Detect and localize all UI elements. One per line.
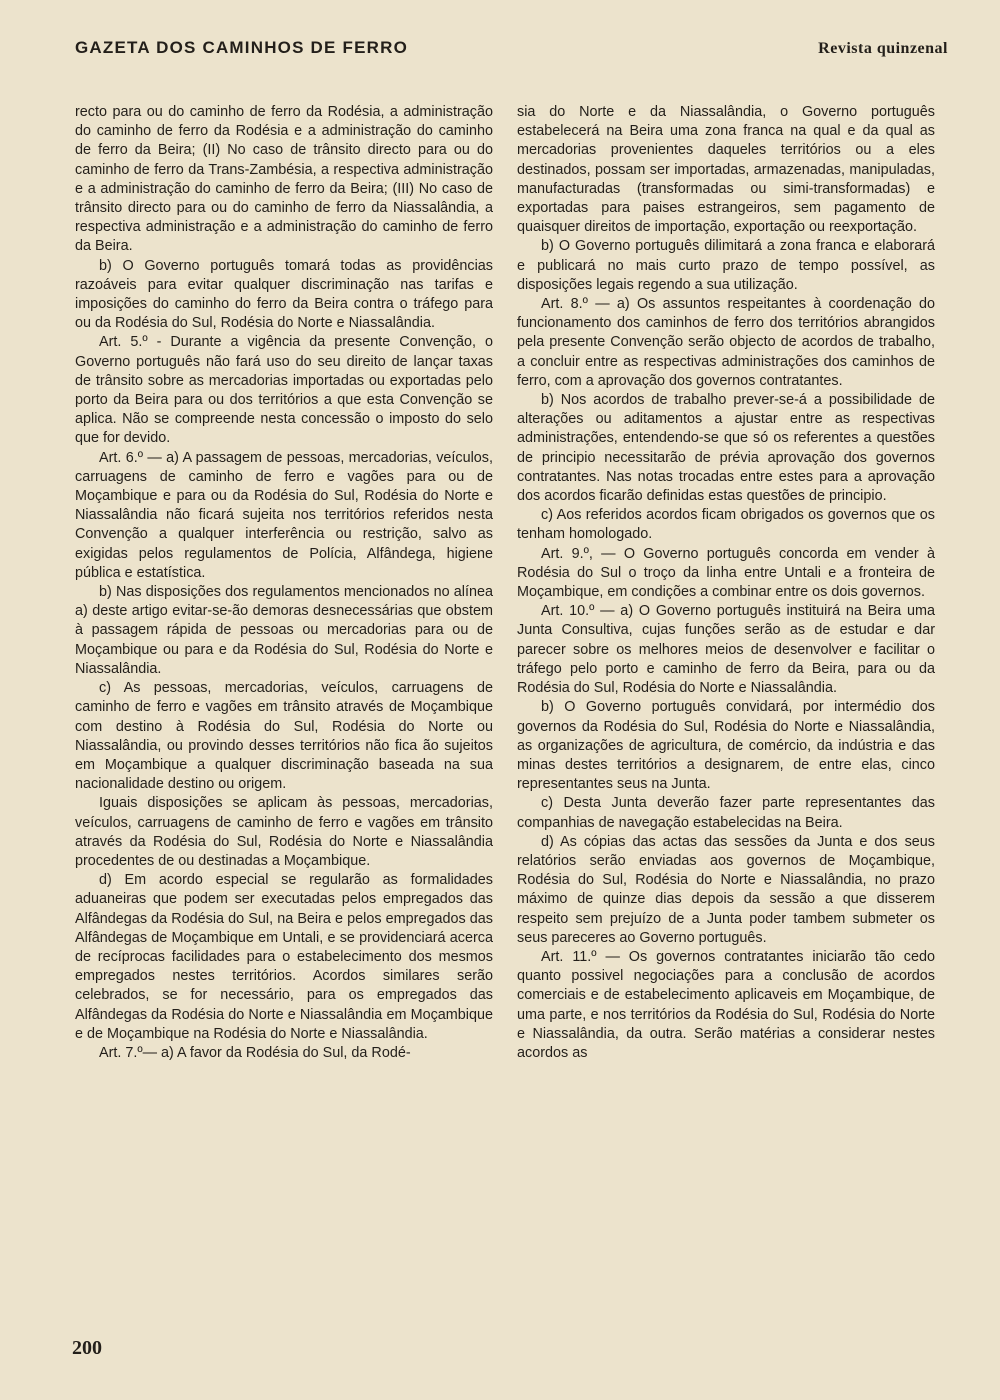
paragraph: b) O Governo português convidará, por intermédio dos governos da Rodésia do Sul, Rodésia do Norte e Niassalândia, as organizações de agricultura, de comércio, da indústria e das minas destes territórios a designarem, de entre elas, cinco representantes seus na Junta. xyxy=(517,699,935,793)
running-subtitle: Revista quinzenal xyxy=(818,40,948,57)
paragraph: Art. 5.º - Durante a vigência da presente Convenção, o Governo português não fará uso do seu direito de lançar taxas de trânsito sobre as mercadorias importadas ou exportadas pelo porto da Beira para ou dos territórios a que esta Convenção se aplica. Não se compreende nesta concessão o imposto do selo que for devido. xyxy=(75,334,493,447)
paragraph: Art. 9.º, — O Governo português concorda em vender à Rodésia do Sul o troço da linha entre Untali e a fronteira de Moçambique, em condições a combinar entre os dois governos. xyxy=(517,545,935,601)
paragraph: Art. 8.º — a) Os assuntos respeitantes à coordenação do funcionamento dos caminhos de ferro dos territórios abrangidos pela presente Convenção serão objecto de acordos de trabalho, a concluir entre as respectivas administrações dos caminhos de ferro, com a aprovação dos governos contratantes. xyxy=(517,296,935,389)
paragraph: Art. 6.º — a) A passagem de pessoas, mercadorias, veículos, carruagens de caminho de ferro e vagões para ou de Moçambique e para ou da Rodésia do Sul, Rodésia do Norte e Niassalândia não ficará sujeita nos territórios referidos nesta Convenção a qualquer interferência ou restrição, salvo as exigidas pelos regulamentos de Polícia, Alfândega, higiene pública e estatística. xyxy=(75,449,493,581)
paragraph: c) Desta Junta deverão fazer parte representantes das companhias de navegação estabelecidas na Beira. xyxy=(517,795,935,831)
left-column xyxy=(75,103,493,1063)
paragraph: Iguais disposições se aplicam às pessoas, mercadorias, veículos, carruagens de caminho de ferro e vagões em trânsito através da Rodésia do Sul, Rodésia do Norte e Niassalândia procedentes de ou destinadas a Moçambique. xyxy=(75,795,493,869)
running-title: GAZETA DOS CAMINHOS DE FERRO xyxy=(75,38,408,57)
paragraph: b) O Governo português tomará todas as providências razoáveis para evitar qualquer discriminação nas tarifas e imposições do caminho do ferro da Beira contra o tráfego para ou da Rodésia do Sul, Rodésia do Norte e Niassalândia. xyxy=(75,257,493,332)
paragraph: b) O Governo português dilimitará a zona franca e elaborará e publicará no mais curto prazo de tempo possível, as disposições legais regendo a sua utilização. xyxy=(517,238,935,293)
paragraph: b) Nos acordos de trabalho prever-se-á a possibilidade de alterações ou aditamentos a ajustar entre as respectivas administrações, entendendo-se que só os referentes a questões de principio necessitarão de prévia aprovação dos governos contratantes. Nas notas trocadas entre estes para a aprovação dos acordos ficarão definidas estas questões de principio. xyxy=(517,392,935,505)
paragraph: Art. 7.º— a) A favor da Rodésia do Sul, da Rodé- xyxy=(99,1044,411,1061)
paragraph: b) Nas disposições dos regulamentos mencionados no alínea a) deste artigo evitar-se-ão demoras desnecessárias que obstem à passagem rápida de pessoas ou mercadorias para ou de Moçambique ou para e da Rodésia do Sul, Rodésia do Norte e Niassalândia. xyxy=(75,584,493,677)
page-number: 200 xyxy=(72,1337,102,1359)
paragraph: sia do Norte e da Niassalândia, o Governo português estabelecerá na Beira uma zona franca na qual e da qual as mercadorias provenientes daqueles territórios ou a eles destinados, possam ser importadas, armazenadas, manipuladas, manufacturadas (transformadas ou simi-transformadas) e exportadas para paises estrangeiros, sem pagamento de quaisquer direitos de importação, exportação ou reexportação. xyxy=(517,104,935,236)
paragraph: c) As pessoas, mercadorias, veículos, carruagens de caminho de ferro e vagões em trânsito através de Moçambique com destino à Rodésia do Sul, Rodésia do Norte ou Niassalândia, ou provindo desses territórios não fica ão sujeitos em Moçambique a qualquer discriminação baseada na sua nacionalidade destino ou origem. xyxy=(75,680,493,793)
paragraph: Art. 11.º — Os governos contratantes iniciarão tão cedo quanto possivel negociações para a conclusão de acordos comerciais e de estabelecimento aplicaveis em Moçambique, de uma parte, e nos territórios da Rodésia do Sul, Rodésia do Norte e Niassalândia, da outra. Serão matérias a considerar nestes acordos as xyxy=(517,948,935,1061)
paragraph: Art. 10.º — a) O Governo português instituirá na Beira uma Junta Consultiva, cujas funções serão as de estudar e dar parecer sobre os melhores meios de desenvolver e facilitar o tráfego pelo porto e caminho de ferro da Beira, para ou da Rodésia do Sul, Rodésia do Norte e Niassalândia. xyxy=(517,603,935,697)
paragraph: c) Aos referidos acordos ficam obrigados os governos que os tenham homologado. xyxy=(517,507,935,543)
paragraph: d) Em acordo especial se regularão as formalidades aduaneiras que podem ser executadas pelos empregados das Alfândegas da Rodésia do Sul, na Beira e pelos empregados das Alfândegas de Moçambique em Untali, e se providenciará acerca de recíprocas facilidades para o estabelecimento dos mesmos empregados nestes territórios. Acordos similares serão celebrados, se for necessário, para os empregados das Alfândegas da Rodésia do Norte e Niassalândia em Moçambique e de Moçambique na Rodésia do Norte e Niassalândia. xyxy=(75,872,493,1042)
right-column xyxy=(517,103,935,1063)
paragraph: recto para ou do caminho de ferro da Rodésia, a administração do caminho de ferro da Rodésia e a administração do caminho de ferro da Beira; (II) No caso de trânsito directo para ou do caminho de ferro da Trans-Zambésia, a respectiva administração e a administração do caminho de ferro da Beira; (III) No caso de trânsito directo para ou do caminho de ferro da Niassalândia, a respectiva administração e a administração do caminho de ferro da Beira. xyxy=(75,104,493,255)
paragraph: d) As cópias das actas das sessões da Junta e dos seus relatórios serão enviadas aos governos de Moçambique, Rodésia do Sul, Rodésia do Norte e Niassalândia, no prazo máximo de quinze dias depois da sessão a que disserem respeito sem prejuízo de a Junta poder tambem submeter os seus pareceres ao Governo português. xyxy=(517,833,935,946)
